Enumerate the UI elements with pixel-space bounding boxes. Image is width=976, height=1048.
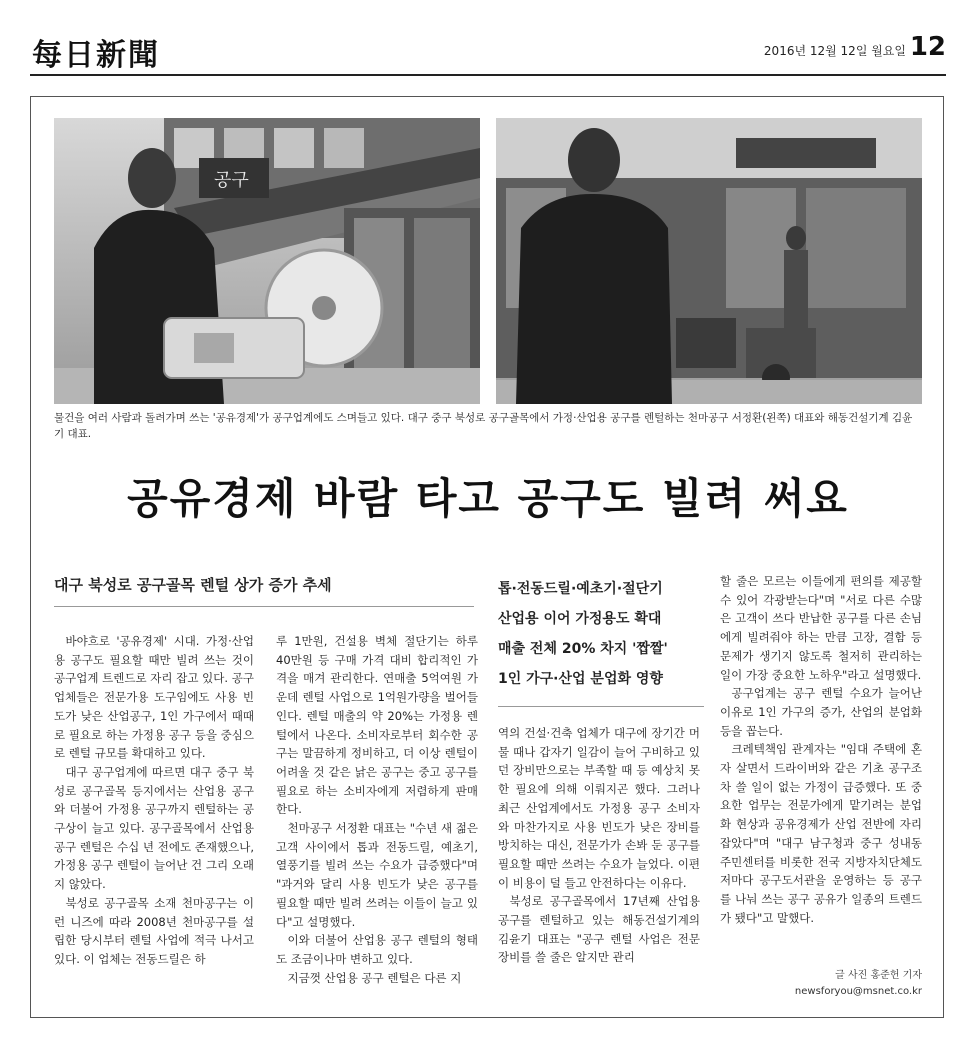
body-paragraph: 역의 건설·건축 업체가 대구에 장기간 머물 때나 갑자기 일감이 늘어 구비하고 있던 장비만으로는 부족할 때 등 예상치 못한 필요에 의해 이뤄지곤 했다. 그러나 최근 산업계에서도 가정용 공구 소비자와 마찬가지로 사용 빈도가 낮은 장비를 방치하는 대신, 전문가가 손봐 둔 공구를 필요할 때만 쓰려는 수요가 늘었다. 이편이 비용이 덜 들고 안전하다는 이유다. [498, 726, 700, 890]
body-paragraph: 북성로 공구골목 소재 천마공구는 이런 니즈에 따라 2008년 천마공구를 설립한 당시부터 렌털 사업에 적극 나서고 있다. 이 업체는 전동드릴은 하 [54, 895, 254, 966]
svg-text:공구: 공구 [214, 170, 249, 191]
pull-quote-line: 1인 가구·산업 분업화 영향 [498, 671, 663, 687]
body-paragraph: 할 줄은 모르는 이들에게 편의를 제공할 수 있어 각광받는다"며 "서로 다른 수많은 고객이 쓰다 반납한 공구를 다른 손님에게 빌려줘야 하는 만큼 고장, 결함 등 문제가 생기지 않도록 철저히 관리하는 일이 가장 중요한 노하우"라고 설명했다. [720, 574, 922, 682]
publication-date: 2016년 12월 12일 월요일 [763, 44, 906, 58]
photo-right-image [496, 118, 922, 404]
page-number: 12 [909, 32, 946, 62]
photo-left [54, 118, 480, 404]
body-paragraph: 루 1만원, 건설용 벽체 절단기는 하루 40만원 등 구매 가격 대비 합리적인 가격을 매겨 관리한다. 연매출 5억여원 가운데 렌털 사업으로 1억원가량을 벌어들인다. 렌털 매출의 약 20%는 가정용 렌털에서 나온다. 소비자로부터 회수한 공구는 말끔하게 정비하고, 더 이상 렌털이 어려울 것 같은 낡은 공구는 중고 공구를 필요로 하는 소비자에게 저렴하게 판매한다. [276, 634, 478, 817]
pull-quote [498, 574, 704, 694]
body-paragraph: 바야흐로 '공유경제' 시대. 가정·산업용 공구도 필요할 때만 빌려 쓰는 것이 공구업계 트렌드로 자리 잡고 있다. 공구 업체들은 전문가용 도구임에도 사용 빈도가 낮은 산업공구, 1인 가구에서 때때로 필요로 하는 가정용 공구 등을 중심으로 렌털 규모를 확대하고 있다. [54, 634, 254, 761]
photo-left-image [54, 118, 480, 404]
body-paragraph: 북성로 공구골목에서 17년째 산업용 공구를 렌털하고 있는 해동건설기계의 김윤기 대표는 "공구 렌털 사업은 전문 장비를 쓸 줄은 알지만 관리 [498, 894, 700, 965]
body-paragraph: 대구 공구업계에 따르면 대구 중구 북성로 공구골목 등지에서는 산업용 공구와 더불어 가정용 공구까지 렌털하는 공구상이 늘고 있다. 공구골목에서 산업용 공구 렌털은 수십 년 전에도 존재했으나, 가정용 공구 렌털이 늘어난 건 그리 오래지 않았다. [54, 764, 254, 892]
photo-right [496, 118, 922, 404]
body-paragraph: 크레텍책임 관계자는 "임대 주택에 혼자 살면서 드라이버와 같은 기초 공구조차 쓸 일이 없는 가정이 급증했다. 또 중요한 업무는 전문가에게 맡기려는 분업화 현상과 공유경제가 산업 전반에 자리 잡았다"며 "대구 남구청과 중구 성내동 주민센터를 비롯한 전국 지방자치단체도 저마다 공구도서관을 운영하는 등 공구를 나눠 쓰는 공구 공유가 일종의 트렌드가 됐다"고 말했다. [720, 742, 922, 925]
body-paragraph: 천마공구 서정환 대표는 "수년 새 젊은 고객 사이에서 톱과 전동드릴, 예초기, 열풍기를 빌려 쓰는 수요가 급증했다"며 "과거와 달리 사용 빈도가 낮은 공구를 필요할 때만 빌려 쓰려는 이들이 늘고 있다"고 설명했다. [276, 821, 478, 929]
byline: 글 사진 홍준헌 기자 [835, 970, 922, 981]
subheadline: 대구 북성로 공구골목 렌털 상가 증가 추세 [54, 576, 332, 594]
body-column-2 [276, 632, 478, 987]
photo-caption: 물건을 여러 사람과 돌려가며 쓰는 '공유경제'가 공구업계에도 스며들고 있다. 대구 중구 북성로 공구골목에서 가정·산업용 공구를 렌털하는 천마공구 서정환(왼쪽) 대표와 해동건설기계 김윤기 대표. [54, 412, 913, 440]
body-paragraph: 공구업계는 공구 렌털 수요가 늘어난 이유로 1인 가구의 증가, 산업의 분업화 등을 꼽는다. [720, 686, 922, 738]
body-paragraph: 이와 더불어 산업용 공구 렌털의 형태도 조금이나마 변하고 있다. [276, 933, 478, 966]
masthead-rule [30, 74, 946, 76]
subhead-rule [54, 606, 474, 607]
headline: 공유경제 바람 타고 공구도 빌려 써요 [127, 474, 849, 523]
body-paragraph: 지금껏 산업용 공구 렌털은 다른 지 [287, 970, 462, 985]
newspaper-logo: 每日新聞 [32, 38, 160, 73]
pull-quote-line: 매출 전체 20% 차지 '짭짤' [498, 641, 668, 657]
pull-quote-line: 산업용 이어 가정용도 확대 [498, 611, 662, 627]
body-column-1 [54, 632, 254, 969]
body-column-4 [720, 572, 922, 927]
masthead [30, 30, 946, 74]
reporter-email: newsforyou@msnet.co.kr [794, 986, 922, 997]
body-column-3 [498, 724, 700, 967]
pull-quote-rule [498, 706, 704, 707]
pull-quote-line: 톱·전동드릴·예초기·절단기 [498, 581, 663, 597]
